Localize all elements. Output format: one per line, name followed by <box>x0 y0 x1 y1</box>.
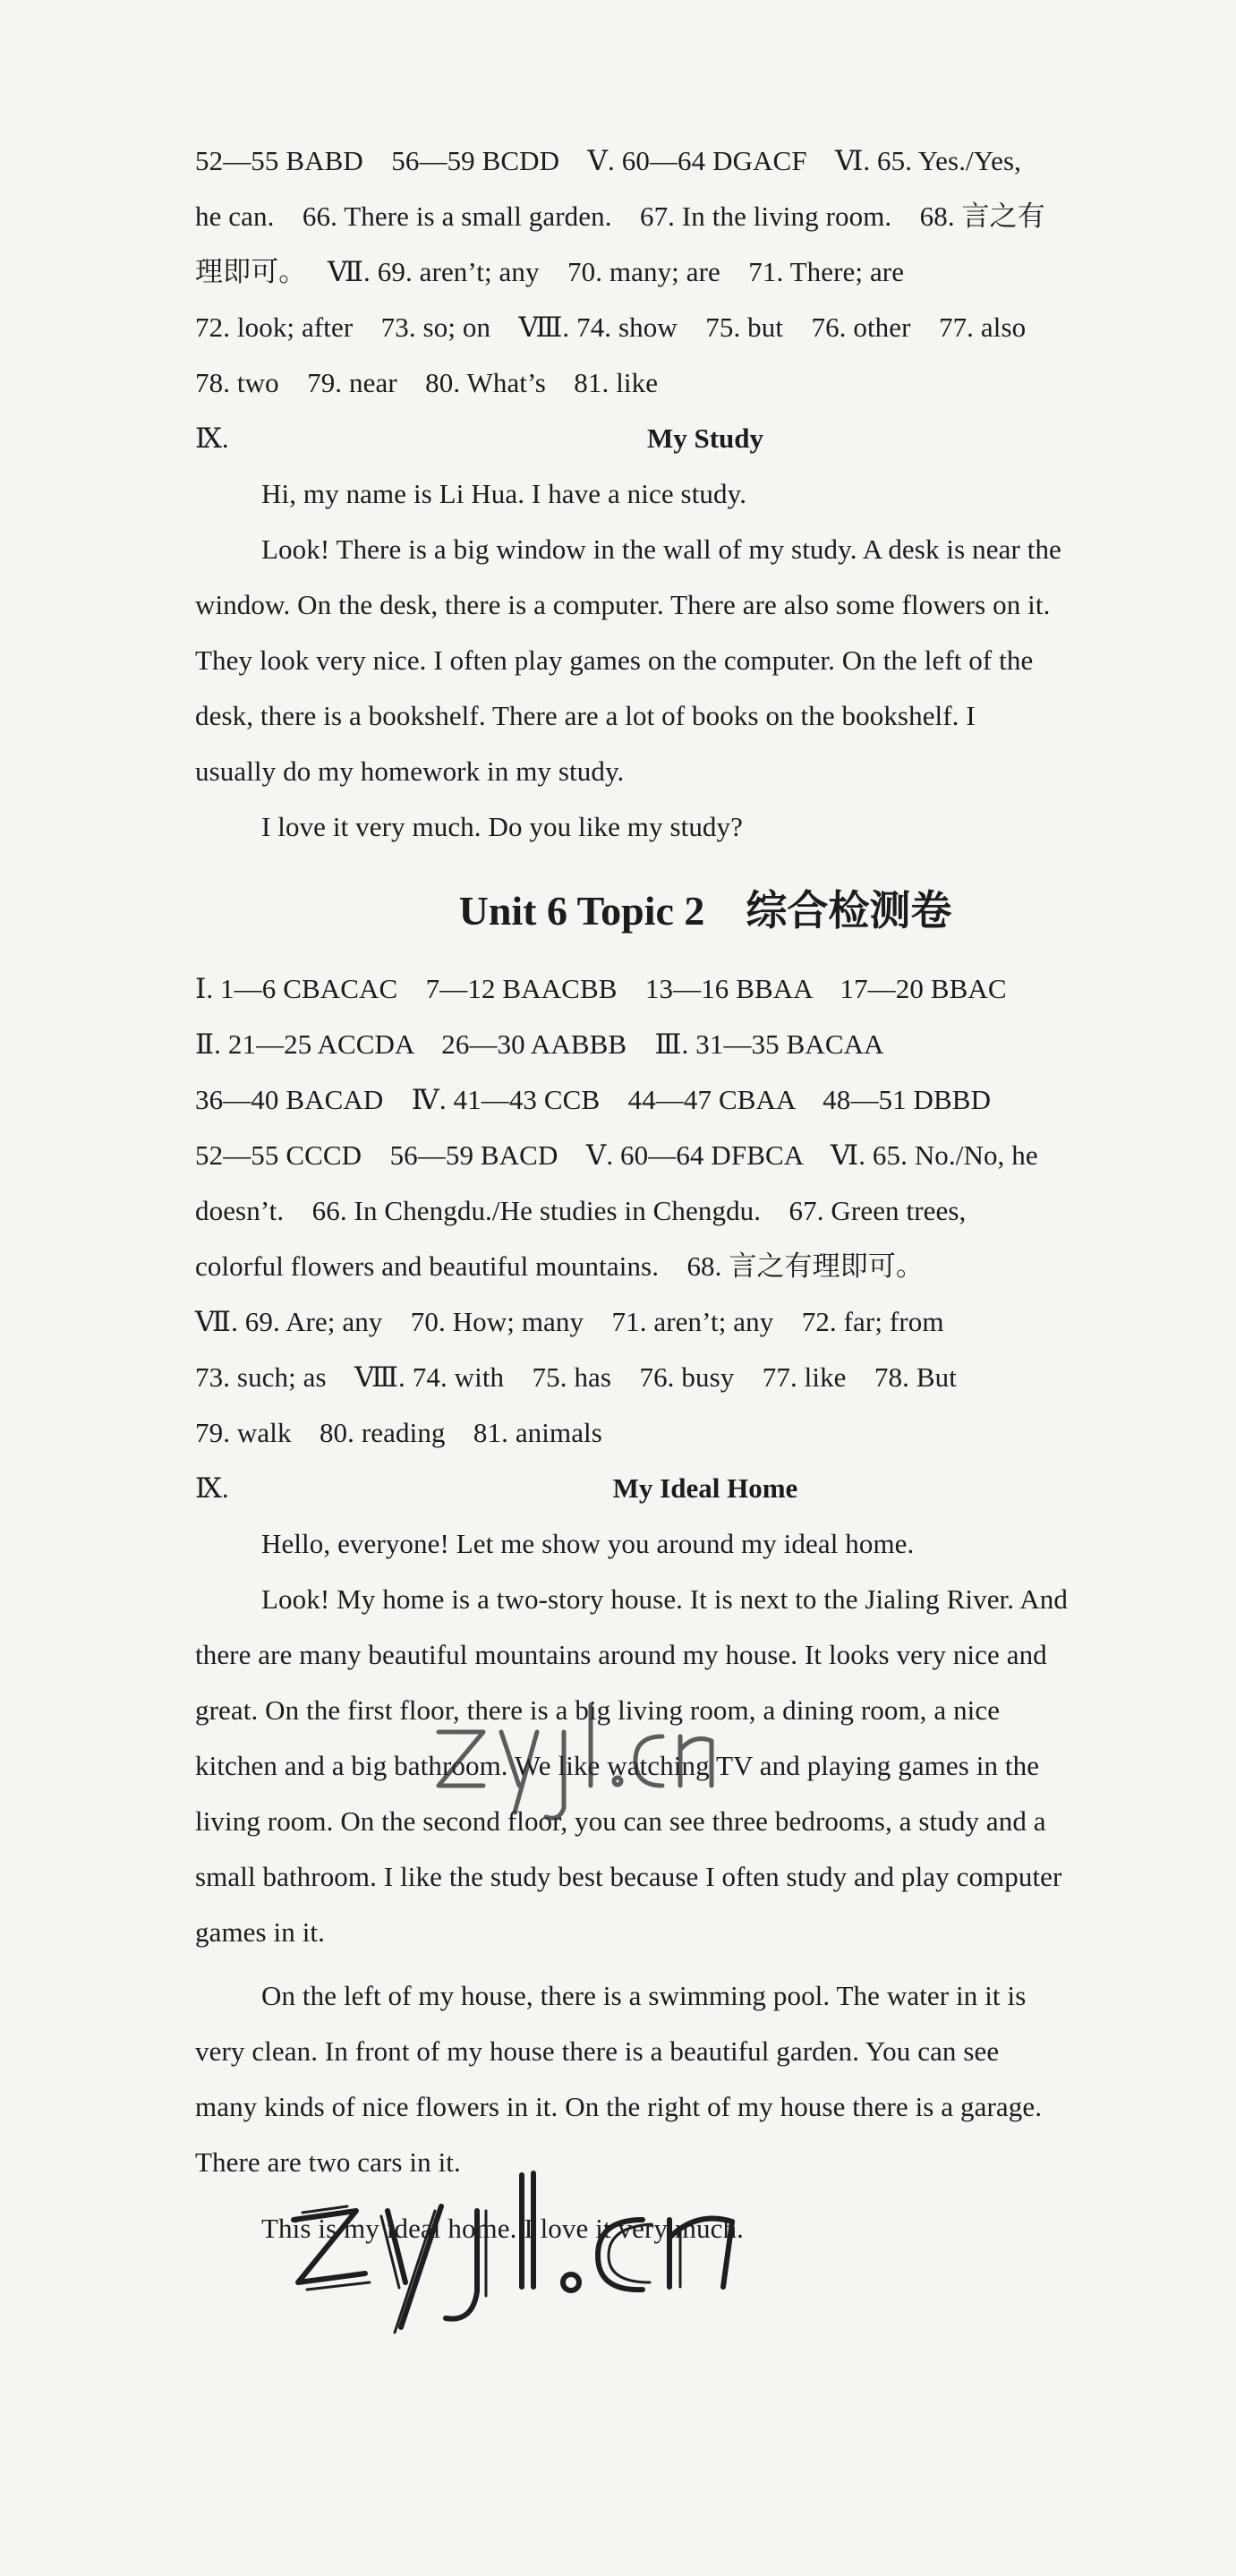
answer-line: doesn’t. 66. In Chengdu./He studies in Chengdu. 67. Green trees, <box>195 1195 967 1226</box>
essay-line: great. On the first floor, there is a big living room, a dining room, a nice <box>195 1694 1001 1726</box>
answer-line: 72. look; after 73. so; on Ⅷ. 74. show 75. but 76. other 77. also <box>195 311 1027 343</box>
essay-line: usually do my homework in my study. <box>195 755 625 787</box>
essay-line: They look very nice. I often play games on the computer. On the left of the <box>195 644 1034 676</box>
answer-line: 79. walk 80. reading 81. animals <box>195 1417 602 1448</box>
section-title: Unit 6 Topic 2 综合检测卷 <box>458 888 952 934</box>
essay-line: Look! There is a big window in the wall of my study. A desk is near the <box>261 533 1061 565</box>
essay-line: window. On the desk, there is a computer. There are also some flowers on it. <box>195 589 1051 620</box>
answer-line: 73. such; as Ⅷ. 74. with 75. has 76. busy 77. like 78. But <box>195 1361 957 1393</box>
essay-line: On the left of my house, there is a swimming pool. The water in it is <box>261 1980 1027 2011</box>
essay-section-label: Ⅸ. <box>195 422 229 454</box>
essay-title: My Study <box>646 422 764 454</box>
answer-line: 52—55 BABD 56—59 BCDD Ⅴ. 60—64 DGACF Ⅵ. 65. Yes./Yes, <box>195 145 1022 176</box>
essay-line: many kinds of nice flowers in it. On the right of my house there is a garage. <box>195 2091 1043 2122</box>
essay-line: I love it very much. Do you like my study? <box>261 811 743 842</box>
essay-title: My Ideal Home <box>612 1472 798 1504</box>
essay-line: Look! My home is a two-story house. It is next to the Jialing River. And <box>261 1583 1068 1615</box>
answer-line: 52—55 CCCD 56—59 BACD Ⅴ. 60—64 DFBCA Ⅵ. 65. No./No, he <box>195 1139 1038 1171</box>
essay-line: very clean. In front of my house there is a beautiful garden. You can see <box>195 2035 1000 2067</box>
essay-line: kitchen and a big bathroom. We like watching TV and playing games in the <box>195 1750 1040 1781</box>
essay-line: living room. On the second floor, you can see three bedrooms, a study and a <box>195 1805 1046 1837</box>
answer-line: 78. two 79. near 80. What’s 81. like <box>195 367 659 398</box>
answer-line: 36—40 BACAD Ⅳ. 41—43 CCB 44—47 CBAA 48—51 DBBD <box>195 1084 992 1115</box>
essay-line: there are many beautiful mountains around my house. It looks very nice and <box>195 1639 1047 1670</box>
essay-line: small bathroom. I like the study best because I often study and play computer <box>195 1861 1062 1892</box>
watermark-logo <box>430 1696 725 1830</box>
essay-line: desk, there is a bookshelf. There are a lot of books on the bookshelf. I <box>195 700 976 731</box>
answer-line: colorful flowers and beautiful mountains. 68. 言之有理即可。 <box>195 1250 925 1282</box>
answer-line: Ⅶ. 69. Are; any 70. How; many 71. aren’t; any 72. far; from <box>195 1306 944 1337</box>
essay-line: games in it. <box>195 1916 325 1948</box>
essay-line: Hi, my name is Li Hua. I have a nice study. <box>261 478 747 509</box>
answer-line: he can. 66. There is a small garden. 67. In the living room. 68. 言之有 <box>195 200 1045 232</box>
answer-line: Ⅱ. 21—25 ACCDA 26—30 AABBB Ⅲ. 31—35 BACAA <box>195 1028 884 1060</box>
answer-line: Ⅰ. 1—6 CBACAC 7—12 BAACBB 13—16 BBAA 17—20 BBAC <box>195 973 1007 1004</box>
watermark-logo <box>285 2157 750 2336</box>
essay-line: This is my ideal home. I love it very much. <box>261 2213 744 2244</box>
essay-line: Hello, everyone! Let me show you around my ideal home. <box>261 1528 915 1559</box>
answer-line: 理即可。 Ⅶ. 69. aren’t; any 70. many; are 71. There; are <box>195 256 905 287</box>
essay-line: There are two cars in it. <box>195 2146 461 2178</box>
essay-section-label: Ⅸ. <box>195 1472 229 1504</box>
